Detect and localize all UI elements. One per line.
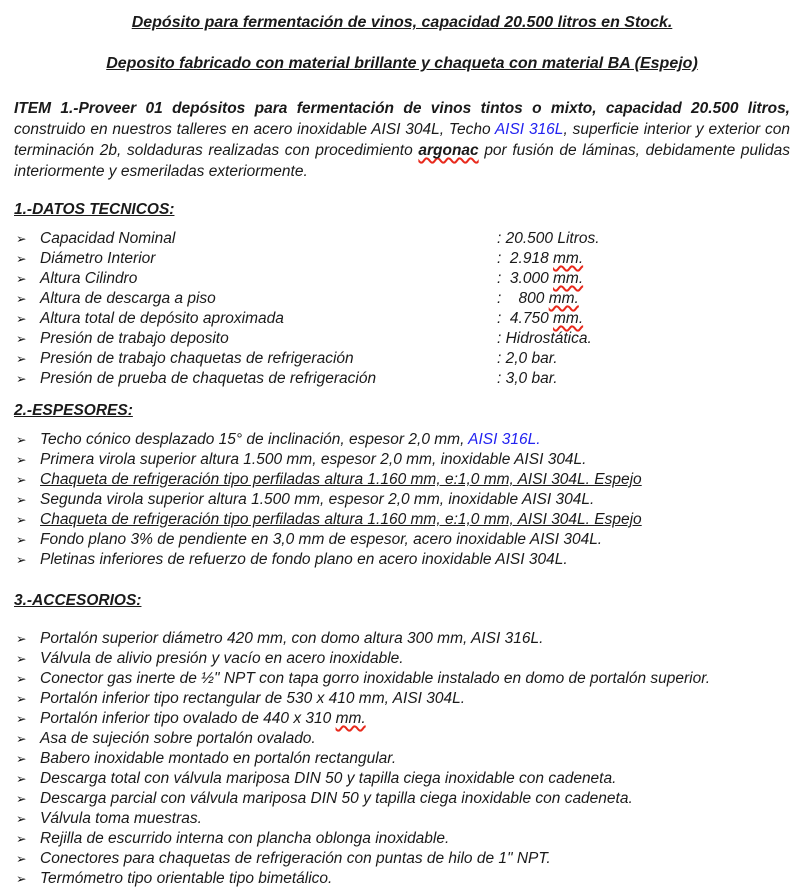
bullet-text xyxy=(40,550,790,570)
bullet-arrow-icon: ➢ xyxy=(16,852,27,866)
text-segment: Válvula de alivio presión y vacío en acero inoxidable. xyxy=(40,650,404,667)
spec-label: Altura Cilindro xyxy=(40,270,138,287)
bullet-text xyxy=(40,530,790,550)
spec-value: : 3,0 bar. xyxy=(497,370,558,387)
bullet-arrow-icon: ➢ xyxy=(16,372,27,386)
bullet-text xyxy=(40,749,790,769)
list-item xyxy=(14,689,790,709)
bullet-text xyxy=(40,490,790,510)
text-segment: Rejilla de escurrido interna con plancha oblonga inoxidable. xyxy=(40,830,450,847)
spec-row xyxy=(40,229,790,249)
spec-row xyxy=(40,309,790,329)
section-heading-accesorios: 3.-ACCESORIOS: xyxy=(14,592,142,609)
spec-unit: mm. xyxy=(553,270,584,287)
text-segment: Techo cónico desplazado 15° de inclinación, espesor 2,0 mm, xyxy=(40,431,469,448)
bullet-arrow-icon: ➢ xyxy=(16,752,27,766)
spec-label: Diámetro Interior xyxy=(40,250,156,267)
list-item xyxy=(14,249,790,269)
text-segment: Termómetro tipo orientable tipo bimetálico. xyxy=(40,870,333,887)
section-espesores xyxy=(14,400,790,570)
bullet-text xyxy=(40,729,790,749)
text-segment: Portalón inferior tipo ovalado de 440 x 310 xyxy=(40,710,336,727)
spec-unit: mm. xyxy=(548,290,579,307)
bullet-arrow-icon: ➢ xyxy=(16,692,27,706)
spec-row xyxy=(40,369,790,389)
bullet-arrow-icon: ➢ xyxy=(16,252,27,266)
list-item xyxy=(14,309,790,329)
bullet-text xyxy=(40,450,790,470)
bullet-arrow-icon: ➢ xyxy=(16,812,27,826)
spec-label: Capacidad Nominal xyxy=(40,230,176,247)
list-item xyxy=(14,510,790,530)
datos-tecnicos-list xyxy=(14,229,790,389)
bullet-arrow-icon: ➢ xyxy=(16,632,27,646)
document-title: Depósito para fermentación de vinos, capacidad 20.500 litros en Stock. xyxy=(131,14,673,31)
list-item xyxy=(14,550,790,570)
bullet-arrow-icon: ➢ xyxy=(16,352,27,366)
section-heading-datos-tecnicos: 1.-DATOS TECNICOS: xyxy=(14,201,175,218)
list-item xyxy=(14,470,790,490)
spec-unit: mm. xyxy=(553,250,584,267)
spec-label: Presión de trabajo deposito xyxy=(40,330,229,347)
bullet-arrow-icon: ➢ xyxy=(16,292,27,306)
bullet-arrow-icon: ➢ xyxy=(16,332,27,346)
bullet-text xyxy=(40,689,790,709)
spec-value: : 4.750 xyxy=(497,310,554,327)
text-segment: argonac xyxy=(418,142,479,159)
list-item xyxy=(14,289,790,309)
bullet-arrow-icon: ➢ xyxy=(16,232,27,246)
list-item xyxy=(14,669,790,689)
spec-label: Presión de prueba de chaquetas de refrigeración xyxy=(40,370,377,387)
bullet-arrow-icon: ➢ xyxy=(16,493,27,507)
bullet-arrow-icon: ➢ xyxy=(16,772,27,786)
bullet-arrow-icon: ➢ xyxy=(16,652,27,666)
text-segment: Descarga parcial con válvula mariposa DIN 50 y tapilla ciega inoxidable con cadeneta. xyxy=(40,790,633,807)
list-item xyxy=(14,430,790,450)
text-segment: Portalón superior diámetro 420 mm, con domo altura 300 mm, AISI 316L. xyxy=(40,630,544,647)
bullet-arrow-icon: ➢ xyxy=(16,312,27,326)
text-segment: construido en nuestros talleres en acero inoxidable AISI 304L, Techo xyxy=(14,121,495,138)
text-segment: AISI 316L. xyxy=(468,431,541,448)
text-segment: Babero inoxidable montado en portalón rectangular. xyxy=(40,750,397,767)
bullet-arrow-icon: ➢ xyxy=(16,272,27,286)
bullet-text xyxy=(40,669,790,689)
list-item xyxy=(14,649,790,669)
list-item xyxy=(14,629,790,649)
spec-value: : 3.000 xyxy=(497,270,554,287)
list-item xyxy=(14,329,790,349)
text-segment: Primera virola superior altura 1.500 mm, espesor 2,0 mm, inoxidable AISI 304L. xyxy=(40,451,587,468)
bullet-arrow-icon: ➢ xyxy=(16,473,27,487)
bullet-arrow-icon: ➢ xyxy=(16,832,27,846)
espesores-list xyxy=(14,430,790,570)
text-segment: Conector gas inerte de ½" NPT con tapa gorro inoxidable instalado en domo de portalón superior. xyxy=(40,670,711,687)
text-segment: Descarga total con válvula mariposa DIN 50 y tapilla ciega inoxidable con cadeneta. xyxy=(40,770,617,787)
bullet-arrow-icon: ➢ xyxy=(16,513,27,527)
bullet-text xyxy=(40,649,790,669)
text-segment: mm. xyxy=(335,710,366,727)
text-segment: ITEM 1.-Proveer 01 depósitos para fermentación de vinos tintos o mixto, capacidad 20.500 litros, xyxy=(14,100,790,117)
spec-row xyxy=(40,329,790,349)
spec-label: Altura total de depósito aproximada xyxy=(40,310,284,327)
section-accesorios xyxy=(14,590,790,889)
spec-label: Altura de descarga a piso xyxy=(40,290,216,307)
text-segment: por fusión de láminas, debidamente pulidas interiormente y esmeriladas exteriormente. xyxy=(14,142,790,180)
bullet-text xyxy=(40,510,790,530)
text-segment: Chaqueta de refrigeración tipo perfiladas altura 1.160 mm, e:1,0 mm, AISI 304L. Espejo xyxy=(40,511,642,528)
list-item xyxy=(14,849,790,869)
text-segment: Portalón inferior tipo rectangular de 530 x 410 mm, AISI 304L. xyxy=(40,690,466,707)
spec-value: : 2,0 bar. xyxy=(497,350,558,367)
intro-paragraph xyxy=(14,98,790,182)
list-item xyxy=(14,229,790,249)
bullet-arrow-icon: ➢ xyxy=(16,712,27,726)
list-item xyxy=(14,490,790,510)
bullet-text xyxy=(40,709,790,729)
bullet-arrow-icon: ➢ xyxy=(16,453,27,467)
text-segment: Segunda virola superior altura 1.500 mm, espesor 2,0 mm, inoxidable AISI 304L. xyxy=(40,491,595,508)
bullet-arrow-icon: ➢ xyxy=(16,433,27,447)
bullet-text xyxy=(40,629,790,649)
spec-value: : Hidrostática. xyxy=(497,330,592,347)
list-item xyxy=(14,530,790,550)
bullet-text xyxy=(40,809,790,829)
list-item xyxy=(14,869,790,889)
bullet-arrow-icon: ➢ xyxy=(16,533,27,547)
list-item xyxy=(14,809,790,829)
spec-value: : 2.918 xyxy=(497,250,554,267)
bullet-text xyxy=(40,789,790,809)
text-segment: Pletinas inferiores de refuerzo de fondo plano en acero inoxidable AISI 304L. xyxy=(40,551,568,568)
bullet-text xyxy=(40,430,790,450)
spec-row xyxy=(40,269,790,289)
text-segment: AISI 316L xyxy=(494,121,564,138)
section-datos-tecnicos xyxy=(14,199,790,389)
spec-unit: mm. xyxy=(553,310,584,327)
text-segment: , superficie interior y exterior con terminación 2b, soldaduras realizadas con procedimiento xyxy=(14,121,791,159)
bullet-arrow-icon: ➢ xyxy=(16,732,27,746)
bullet-text xyxy=(40,869,790,889)
text-segment: Fondo plano 3% de pendiente en 3,0 mm de espesor, acero inoxidable AISI 304L. xyxy=(40,531,603,548)
spec-label: Presión de trabajo chaquetas de refrigeración xyxy=(40,350,354,367)
list-item xyxy=(14,729,790,749)
list-item xyxy=(14,269,790,289)
list-item xyxy=(14,709,790,729)
list-item xyxy=(14,450,790,470)
text-segment: Conectores para chaquetas de refrigeración con puntas de hilo de 1" NPT. xyxy=(40,850,551,867)
document-subtitle: Deposito fabricado con material brillante y chaqueta con material BA (Espejo) xyxy=(106,55,698,72)
bullet-arrow-icon: ➢ xyxy=(16,672,27,686)
spec-value: : 800 xyxy=(497,290,549,307)
spec-row xyxy=(40,349,790,369)
bullet-text xyxy=(40,849,790,869)
bullet-arrow-icon: ➢ xyxy=(16,872,27,886)
text-segment: Asa de sujeción sobre portalón ovalado. xyxy=(40,730,316,747)
spec-row xyxy=(40,249,790,269)
list-item xyxy=(14,349,790,369)
list-item xyxy=(14,369,790,389)
list-item xyxy=(14,749,790,769)
bullet-text xyxy=(40,470,790,490)
bullet-arrow-icon: ➢ xyxy=(16,792,27,806)
spec-row xyxy=(40,289,790,309)
list-item xyxy=(14,769,790,789)
bullet-text xyxy=(40,829,790,849)
text-segment: Chaqueta de refrigeración tipo perfiladas altura 1.160 mm, e:1,0 mm, AISI 304L. Espejo xyxy=(40,471,642,488)
spec-value: : 20.500 Litros. xyxy=(497,230,600,247)
bullet-arrow-icon: ➢ xyxy=(16,553,27,567)
list-item xyxy=(14,789,790,809)
section-heading-espesores: 2.-ESPESORES: xyxy=(14,402,133,419)
accesorios-list xyxy=(14,629,790,889)
bullet-text xyxy=(40,769,790,789)
text-segment: Válvula toma muestras. xyxy=(40,810,202,827)
list-item xyxy=(14,829,790,849)
